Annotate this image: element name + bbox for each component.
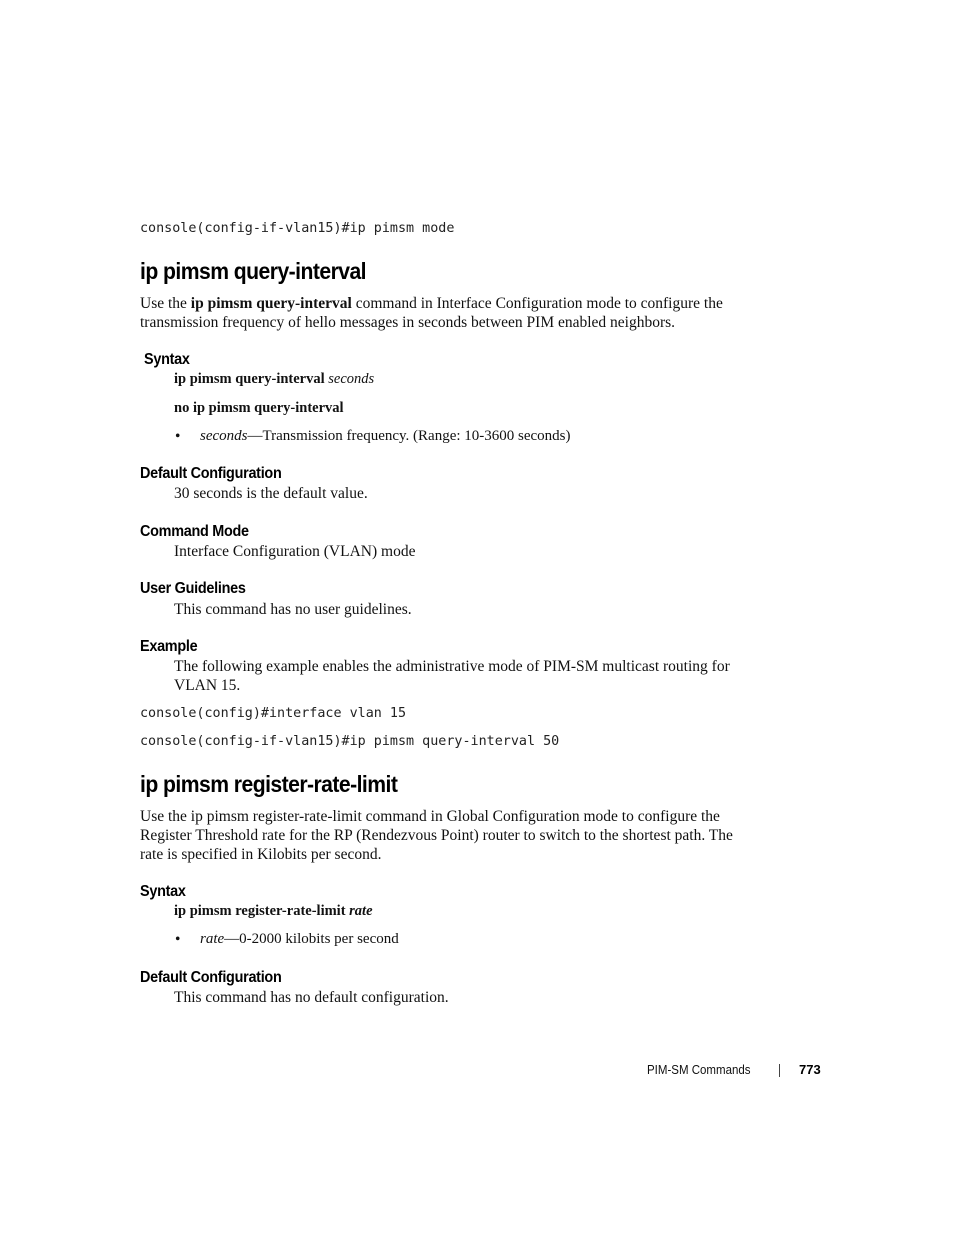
section-title-query-interval: ip pimsm query-interval — [140, 258, 367, 284]
code-line-pimsm-mode: console(config-if-vlan15)#ip pimsm mode — [140, 221, 455, 236]
param-name: seconds — [200, 428, 248, 444]
bullet2-marker: • — [175, 931, 181, 948]
syntax-argument: seconds — [328, 371, 375, 387]
page-number: 773 — [799, 1062, 821, 1077]
intro-pre: Use the — [140, 295, 191, 312]
intro-post: command in Interface Configuration mode to configure the — [351, 295, 723, 312]
syntax2-command — [174, 903, 373, 920]
intro-command: ip pimsm query-interval — [190, 295, 352, 312]
intro-line-2: transmission frequency of hello messages in seconds between PIM enabled neighbors. — [140, 314, 676, 331]
footer-chapter: PIM-SM Commands — [647, 1063, 751, 1077]
default2-config-text: This command has no default configuration. — [174, 989, 449, 1006]
footer-separator — [779, 1064, 780, 1077]
syntax-no-command: no ip pimsm query-interval — [174, 400, 344, 416]
command-mode-heading: Command Mode — [140, 523, 249, 540]
syntax2-heading: Syntax — [140, 883, 186, 900]
param-description: —Transmission frequency. (Range: 10-3600 seconds) — [247, 428, 571, 444]
example-code-line-1: console(config)#interface vlan 15 — [140, 706, 407, 721]
syntax-command-name: ip pimsm query-interval — [174, 371, 325, 387]
syntax-command — [174, 371, 374, 388]
default2-config-heading: Default Configuration — [140, 969, 282, 986]
example-text-line-1: The following example enables the administrative mode of PIM-SM multicast routing for — [174, 658, 730, 675]
bullet-marker: • — [175, 428, 181, 445]
param2-description: —0-2000 kilobits per second — [224, 931, 399, 947]
user-guidelines-heading: User Guidelines — [140, 580, 246, 597]
param2-name: rate — [200, 931, 225, 947]
param2-item — [200, 931, 399, 948]
param-item — [200, 428, 571, 445]
section-title-register-rate-limit: ip pimsm register-rate-limit — [140, 771, 398, 797]
example-heading: Example — [140, 638, 198, 655]
default-config-heading: Default Configuration — [140, 465, 282, 482]
syntax-heading: Syntax — [144, 351, 190, 368]
example-text-line-2: VLAN 15. — [174, 677, 241, 694]
intro-line-1 — [140, 295, 723, 313]
default-config-text: 30 seconds is the default value. — [174, 485, 368, 502]
intro2-line-2: Register Threshold rate for the RP (Rendezvous Point) router to switch to the shortest path. The — [140, 827, 733, 844]
syntax2-command-name: ip pimsm register-rate-limit — [174, 903, 346, 919]
intro2-line-3: rate is specified in Kilobits per second. — [140, 846, 382, 863]
user-guidelines-text: This command has no user guidelines. — [174, 601, 412, 618]
example-code-line-2: console(config-if-vlan15)#ip pimsm query-interval 50 — [140, 734, 560, 749]
syntax2-argument: rate — [349, 903, 373, 919]
intro2-line-1: Use the ip pimsm register-rate-limit command in Global Configuration mode to configure the — [140, 808, 720, 825]
command-mode-text: Interface Configuration (VLAN) mode — [174, 543, 416, 560]
